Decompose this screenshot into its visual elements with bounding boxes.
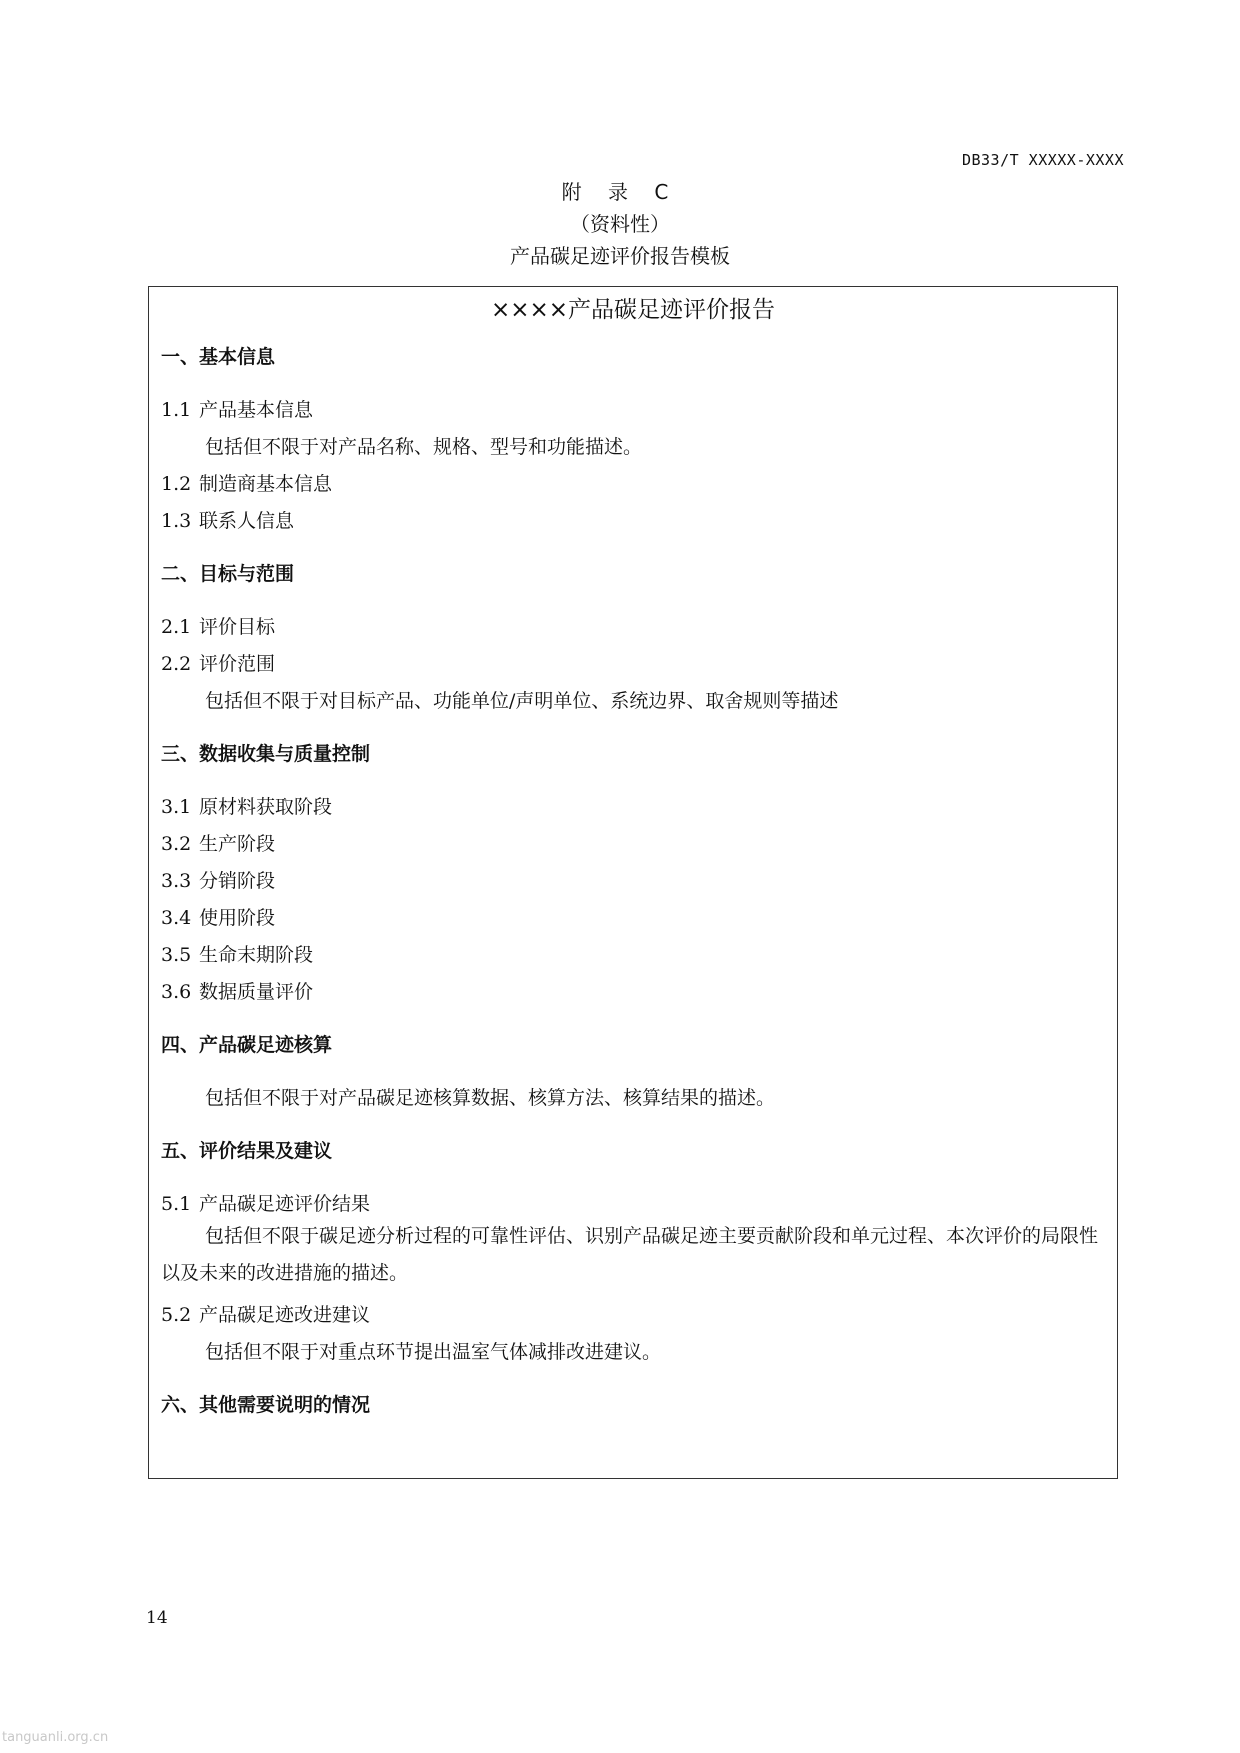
item-label: 联系人信息 [199,510,295,532]
item-5-2 [161,1300,370,1327]
item-1-2 [161,469,332,496]
document-code: DB33/T XXXXX-XXXX [961,151,1124,169]
item-number: 3.4 [161,907,192,929]
annex-nature: （资料性） [570,212,670,236]
item-number: 3.1 [161,796,192,818]
item-3-4 [161,903,275,930]
annex-label: 附 录 C [561,180,679,204]
item-label: 产品基本信息 [199,399,314,421]
item-description: 包括但不限于对目标产品、功能单位/声明单位、系统边界、取舍规则等描述 [205,690,839,712]
item-label: 分销阶段 [199,870,276,892]
item-number: 5.1 [161,1193,192,1215]
template-title: 产品碳足迹评价报告模板 [510,244,730,268]
item-number: 1.1 [161,399,192,421]
item-2-1 [161,612,275,639]
item-3-6 [161,977,313,1004]
item-description: 包括但不限于对重点环节提出温室气体减排改进建议。 [205,1341,662,1363]
section-heading-accounting: 四、产品碳足迹核算 [161,1034,333,1056]
item-1-1 [161,395,313,422]
report-title: ××××产品碳足迹评价报告 [490,297,776,323]
item-label: 评价目标 [199,616,276,638]
item-description: 包括但不限于对产品碳足迹核算数据、核算方法、核算结果的描述。 [205,1087,776,1109]
item-description: 包括但不限于对产品名称、规格、型号和功能描述。 [205,436,643,458]
item-number: 1.3 [161,510,192,532]
item-label: 原材料获取阶段 [199,796,333,818]
item-label: 评价范围 [199,653,276,675]
section-heading-other: 六、其他需要说明的情况 [161,1394,371,1416]
item-number: 3.2 [161,833,192,855]
section-heading-basic-info: 一、基本信息 [161,346,276,368]
item-label: 使用阶段 [199,907,276,929]
section-heading-goal-scope: 二、目标与范围 [161,563,295,585]
item-3-3 [161,866,275,893]
item-3-2 [161,829,275,856]
item-label: 产品碳足迹评价结果 [199,1193,371,1215]
item-3-5 [161,940,313,967]
item-number: 2.2 [161,653,192,675]
item-2-2 [161,649,275,676]
section-heading-data-collection: 三、数据收集与质量控制 [161,743,371,765]
item-number: 3.6 [161,981,192,1003]
item-label: 数据质量评价 [199,981,314,1003]
item-label: 产品碳足迹改进建议 [199,1304,371,1326]
section-heading-results: 五、评价结果及建议 [161,1140,333,1162]
report-template-box [148,286,1118,1479]
page-number: 14 [146,1608,168,1628]
item-1-3 [161,506,294,533]
watermark-text: tanguanli.org.cn [2,1730,109,1745]
item-label: 制造商基本信息 [199,473,333,495]
item-number: 3.5 [161,944,192,966]
item-5-1 [161,1189,370,1216]
item-number: 1.2 [161,473,192,495]
item-description: 包括但不限于碳足迹分析过程的可靠性评估、识别产品碳足迹主要贡献阶段和单元过程、本次评价的局限性以及未来的改进措施的描述。 [161,1225,1099,1284]
item-label: 生产阶段 [199,833,276,855]
item-number: 5.2 [161,1304,192,1326]
item-number: 3.3 [161,870,192,892]
item-label: 生命末期阶段 [199,944,314,966]
item-number: 2.1 [161,616,192,638]
item-3-1 [161,792,332,819]
